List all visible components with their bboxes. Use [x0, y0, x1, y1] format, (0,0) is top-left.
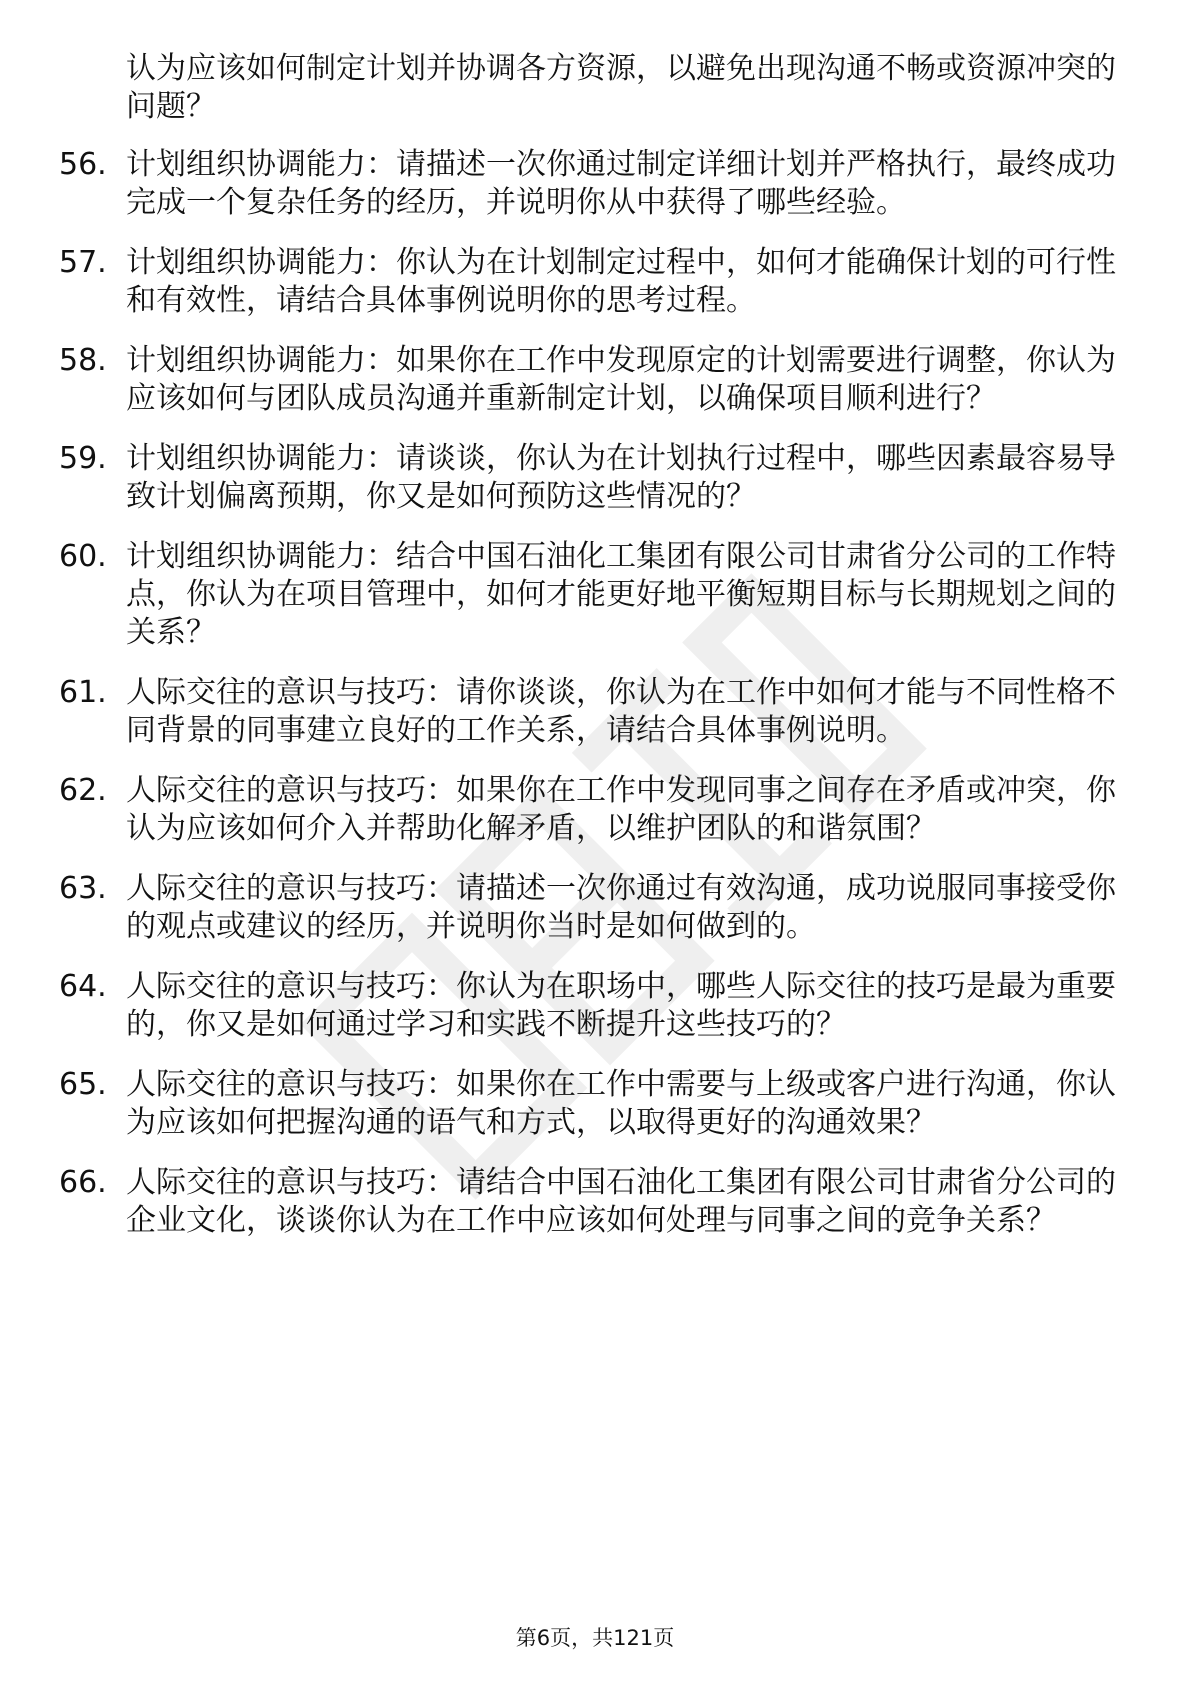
question-number: 56. — [59, 147, 107, 182]
question-number: 62. — [59, 773, 107, 808]
question-text: 人际交往的意识与技巧：如果你在工作中需要与上级或客户进行沟通，你认为应该如何把握沟通的语气和方式，以取得更好的沟通效果？ — [126, 1067, 1116, 1140]
question-text: 人际交往的意识与技巧：你认为在职场中，哪些人际交往的技巧是最为重要的，你又是如何通过学习和实践不断提升这些技巧的？ — [126, 969, 1116, 1042]
question-item — [59, 870, 1119, 946]
question-text: 计划组织协调能力：如果你在工作中发现原定的计划需要进行调整，你认为应该如何与团队成员沟通并重新制定计划，以确保项目顺利进行？ — [126, 343, 1116, 416]
question-item — [59, 538, 1119, 652]
question-text: 人际交往的意识与技巧：请你谈谈，你认为在工作中如何才能与不同性格不同背景的同事建立良好的工作关系，请结合具体事例说明。 — [126, 675, 1116, 748]
question-number: 66. — [59, 1165, 107, 1200]
question-text: 计划组织协调能力：请谈谈，你认为在计划执行过程中，哪些因素最容易导致计划偏离预期，你又是如何预防这些情况的？ — [126, 441, 1116, 514]
question-text: 人际交往的意识与技巧：请结合中国石油化工集团有限公司甘肃省分公司的企业文化，谈谈你认为在工作中应该如何处理与同事之间的竞争关系？ — [126, 1165, 1116, 1238]
question-number: 60. — [59, 539, 107, 574]
continued-question-text: 认为应该如何制定计划并协调各方资源，以避免出现沟通不畅或资源冲突的问题？ — [126, 51, 1116, 124]
question-text: 计划组织协调能力：请描述一次你通过制定详细计划并严格执行，最终成功完成一个复杂任务的经历，并说明你从中获得了哪些经验。 — [126, 147, 1116, 220]
question-item — [59, 440, 1119, 516]
question-item — [59, 968, 1119, 1044]
question-number: 57. — [59, 245, 107, 280]
question-text: 计划组织协调能力：结合中国石油化工集团有限公司甘肃省分公司的工作特点，你认为在项目管理中，如何才能更好地平衡短期目标与长期规划之间的关系？ — [126, 539, 1116, 650]
question-item — [59, 772, 1119, 848]
question-number: 64. — [59, 969, 107, 1004]
question-text: 计划组织协调能力：你认为在计划制定过程中，如何才能确保计划的可行性和有效性，请结合具体事例说明你的思考过程。 — [126, 245, 1116, 318]
page-footer: 第6页，共121页 — [515, 1626, 675, 1650]
question-content — [59, 50, 1119, 1262]
question-item — [59, 1164, 1119, 1240]
question-list — [59, 146, 1119, 1240]
question-number: 65. — [59, 1067, 107, 1102]
question-text: 人际交往的意识与技巧：如果你在工作中发现同事之间存在矛盾或冲突，你认为应该如何介入并帮助化解矛盾，以维护团队的和谐氛围？ — [126, 773, 1116, 846]
question-item — [59, 674, 1119, 750]
question-number: 59. — [59, 441, 107, 476]
question-item — [59, 342, 1119, 418]
question-item — [59, 1066, 1119, 1142]
question-number: 63. — [59, 871, 107, 906]
question-number: 61. — [59, 675, 107, 710]
question-item — [59, 146, 1119, 222]
question-text: 人际交往的意识与技巧：请描述一次你通过有效沟通，成功说服同事接受你的观点或建议的经历，并说明你当时是如何做到的。 — [126, 871, 1116, 944]
question-item — [59, 244, 1119, 320]
question-number: 58. — [59, 343, 107, 378]
